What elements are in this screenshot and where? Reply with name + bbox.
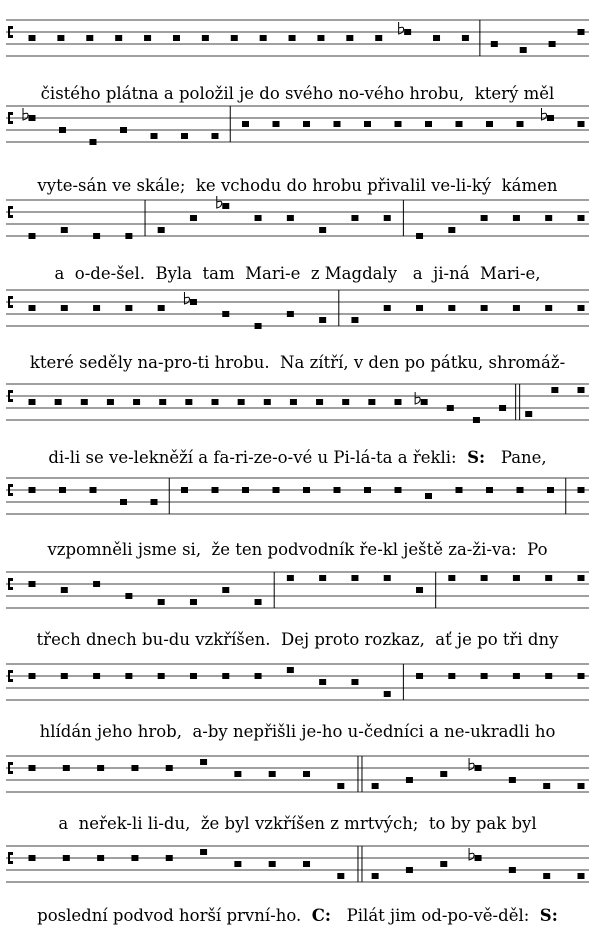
neume-note <box>547 115 554 121</box>
neume-note <box>337 873 344 879</box>
neume-note <box>447 405 454 411</box>
neume-note <box>29 855 36 861</box>
lyric-line-3: a o-de-šel. Byla tam Mari-e z Magdaly a ji-ná Mari-e, <box>54 264 541 283</box>
staff-5 <box>6 384 589 420</box>
neume-note <box>578 783 585 789</box>
flat-icon <box>217 196 222 208</box>
neume-note <box>517 121 524 127</box>
neume-note <box>61 305 68 311</box>
neume-note <box>549 41 556 47</box>
neume-note <box>61 227 68 233</box>
neume-note <box>90 487 97 493</box>
neume-note <box>190 599 197 605</box>
neume-note <box>334 487 341 493</box>
neume-note <box>238 399 245 405</box>
neume-note <box>234 861 241 867</box>
neume-note <box>509 867 516 873</box>
lyric-line-1: čistého plátna a položil je do svého no-vého hrobu, který měl <box>40 84 555 103</box>
neume-note <box>200 759 207 765</box>
staff-svg-10 <box>6 846 589 882</box>
neume-note <box>242 121 249 127</box>
neume-note <box>578 29 585 35</box>
neume-note <box>59 127 66 133</box>
neume-note <box>287 667 294 673</box>
neume-note <box>319 317 326 323</box>
neume-note <box>212 133 219 139</box>
neume-note <box>346 35 353 41</box>
neume-note <box>351 215 358 221</box>
neume-note <box>351 679 358 685</box>
neume-note <box>448 227 455 233</box>
neume-note <box>456 487 463 493</box>
neume-note <box>303 771 310 777</box>
neume-note <box>578 673 585 679</box>
neume-note <box>181 487 188 493</box>
neume-note <box>190 673 197 679</box>
neume-note <box>317 35 324 41</box>
neume-note <box>372 873 379 879</box>
neume-note <box>337 783 344 789</box>
neume-note <box>525 411 532 417</box>
neume-note <box>364 121 371 127</box>
lyric-line-6: vzpomněli jsme si, že ten podvodník ře-kl ještě za-ži-va: Po <box>47 540 548 559</box>
neume-note <box>372 783 379 789</box>
neume-note <box>416 587 423 593</box>
neume-note <box>166 765 173 771</box>
neume-note <box>255 599 262 605</box>
neume-note <box>395 399 402 405</box>
neume-note <box>158 227 165 233</box>
neume-note <box>185 399 192 405</box>
neume-note <box>421 399 428 405</box>
staff-1 <box>6 20 589 56</box>
neume-note <box>115 35 122 41</box>
neume-note <box>57 35 64 41</box>
staff-svg-4 <box>6 290 589 326</box>
neume-note <box>202 35 209 41</box>
neume-note <box>63 855 70 861</box>
neume-note <box>158 673 165 679</box>
neume-note <box>29 115 36 121</box>
neume-note <box>481 305 488 311</box>
neume-note <box>173 35 180 41</box>
neume-note <box>481 215 488 221</box>
neume-note <box>29 581 36 587</box>
neume-note <box>131 765 138 771</box>
neume-note <box>222 203 229 209</box>
neume-note <box>231 35 238 41</box>
neume-note <box>287 311 294 317</box>
staff-svg-3 <box>6 200 589 236</box>
neume-note <box>303 487 310 493</box>
staff-svg-7 <box>6 572 589 608</box>
neume-note <box>125 593 132 599</box>
neume-note <box>151 499 158 505</box>
neume-note <box>520 47 527 53</box>
neume-note <box>473 417 480 423</box>
lyric-line-9: a neřek-li li-du, že byl vzkříšen z mrtvých; to by pak byl <box>58 814 537 833</box>
staff-7 <box>6 572 589 608</box>
neume-note <box>273 487 280 493</box>
neume-note <box>486 121 493 127</box>
neume-note <box>578 487 585 493</box>
neume-note <box>395 121 402 127</box>
neume-note <box>255 673 262 679</box>
neume-note <box>368 399 375 405</box>
neume-note <box>545 575 552 581</box>
neume-note <box>222 673 229 679</box>
neume-note <box>545 673 552 679</box>
neume-note <box>269 771 276 777</box>
neume-note <box>509 777 516 783</box>
staff-svg-5 <box>6 384 589 420</box>
neume-note <box>406 777 413 783</box>
neume-note <box>93 673 100 679</box>
neume-note <box>59 487 66 493</box>
neume-note <box>144 35 151 41</box>
neume-note <box>475 765 482 771</box>
neume-note <box>395 487 402 493</box>
neume-note <box>425 121 432 127</box>
neume-note <box>120 499 127 505</box>
neume-note <box>319 679 326 685</box>
neume-note <box>462 35 469 41</box>
neume-note <box>90 139 97 145</box>
staff-svg-1 <box>6 20 589 56</box>
lyric-line-7: třech dnech bu-du vzkříšen. Dej proto rozkaz, ať je po tři dny <box>36 630 559 649</box>
neume-note <box>303 121 310 127</box>
neume-note <box>481 673 488 679</box>
neume-note <box>93 581 100 587</box>
speaker-marker: S: <box>467 448 486 467</box>
staff-4 <box>6 290 589 326</box>
neume-note <box>481 575 488 581</box>
neume-note <box>416 233 423 239</box>
neume-note <box>517 487 524 493</box>
staff-9 <box>6 756 589 792</box>
staff-10 <box>6 846 589 882</box>
neume-note <box>545 305 552 311</box>
neume-note <box>222 311 229 317</box>
speaker-marker: C: <box>311 906 331 925</box>
neume-note <box>578 215 585 221</box>
neume-note <box>93 233 100 239</box>
lyric-line-10: poslední podvod horší první-ho. C: Pilát jim od-po-vě-děl: S: <box>37 906 558 925</box>
staff-svg-9 <box>6 756 589 792</box>
neume-note <box>81 399 88 405</box>
neume-note <box>287 215 294 221</box>
neume-note <box>181 133 188 139</box>
neume-note <box>63 765 70 771</box>
neume-note <box>86 35 93 41</box>
neume-note <box>212 487 219 493</box>
neume-note <box>287 575 294 581</box>
neume-note <box>416 305 423 311</box>
neume-note <box>29 487 36 493</box>
neume-note <box>200 849 207 855</box>
neume-note <box>166 855 173 861</box>
neume-note <box>273 121 280 127</box>
neume-note <box>120 127 127 133</box>
neume-note <box>486 487 493 493</box>
neume-note <box>578 873 585 879</box>
neume-note <box>93 305 100 311</box>
neume-note <box>125 673 132 679</box>
staff-svg-8 <box>6 664 589 700</box>
neume-note <box>578 575 585 581</box>
neume-note <box>158 599 165 605</box>
neume-note <box>545 215 552 221</box>
neume-note <box>342 399 349 405</box>
neume-note <box>433 35 440 41</box>
neume-note <box>351 575 358 581</box>
neume-note <box>334 121 341 127</box>
staff-8 <box>6 664 589 700</box>
neume-note <box>543 783 550 789</box>
neume-note <box>158 305 165 311</box>
staff-svg-2 <box>6 106 589 142</box>
neume-note <box>97 855 104 861</box>
staff-2 <box>6 106 589 142</box>
neume-note <box>578 387 585 393</box>
neume-note <box>61 673 68 679</box>
neume-note <box>448 673 455 679</box>
neume-note <box>364 487 371 493</box>
neume-note <box>55 399 62 405</box>
neume-note <box>131 855 138 861</box>
staff-svg-6 <box>6 478 589 514</box>
neume-note <box>416 673 423 679</box>
neume-note <box>513 215 520 221</box>
neume-note <box>290 399 297 405</box>
lyric-line-8: hlídán jeho hrob, a-by nepřišli je-ho u-čedníci a ne-ukradli ho <box>39 722 556 741</box>
neume-note <box>190 215 197 221</box>
neume-note <box>133 399 140 405</box>
neume-note <box>125 305 132 311</box>
neume-note <box>543 873 550 879</box>
neume-note <box>513 575 520 581</box>
staff-6 <box>6 478 589 514</box>
neume-note <box>264 399 271 405</box>
neume-note <box>303 861 310 867</box>
lyric-line-4: které seděly na-pro-ti hrobu. Na zítří, v den po pátku, shromáž- <box>29 353 566 372</box>
neume-note <box>319 227 326 233</box>
neume-note <box>384 215 391 221</box>
neume-note <box>260 35 267 41</box>
neume-note <box>406 867 413 873</box>
neume-note <box>440 861 447 867</box>
neume-note <box>547 487 554 493</box>
neume-note <box>255 215 262 221</box>
neume-note <box>491 41 498 47</box>
neume-note <box>316 399 323 405</box>
neume-note <box>29 765 36 771</box>
neume-note <box>404 29 411 35</box>
neume-note <box>384 305 391 311</box>
neume-note <box>269 861 276 867</box>
neume-note <box>29 35 36 41</box>
neume-note <box>212 399 219 405</box>
neume-note <box>351 317 358 323</box>
lyric-line-2: vyte-sán ve skále; ke vchodu do hrobu přivalil ve-li-ký kámen <box>37 176 558 195</box>
neume-note <box>448 305 455 311</box>
neume-note <box>29 305 36 311</box>
neume-note <box>97 765 104 771</box>
neume-note <box>151 133 158 139</box>
neume-note <box>499 405 506 411</box>
neume-note <box>578 305 585 311</box>
neume-note <box>234 771 241 777</box>
neume-note <box>513 673 520 679</box>
neume-note <box>29 673 36 679</box>
neume-note <box>425 493 432 499</box>
neume-note <box>255 323 262 329</box>
neume-note <box>375 35 382 41</box>
neume-note <box>384 575 391 581</box>
neume-note <box>125 233 132 239</box>
neume-note <box>448 575 455 581</box>
neume-note <box>222 587 229 593</box>
neume-note <box>513 305 520 311</box>
flat-icon <box>415 392 420 404</box>
neume-note <box>61 587 68 593</box>
neume-note <box>159 399 166 405</box>
neume-note <box>384 691 391 697</box>
neume-note <box>29 233 36 239</box>
lyric-line-5: di-li se ve-lekněží a fa-ri-ze-o-vé u Pi-lá-ta a řekli: S: Pane, <box>48 448 547 467</box>
neume-note <box>107 399 114 405</box>
speaker-marker: S: <box>539 906 558 925</box>
staff-3 <box>6 200 589 236</box>
neume-note <box>475 855 482 861</box>
neume-note <box>190 299 197 305</box>
neume-note <box>289 35 296 41</box>
neume-note <box>319 575 326 581</box>
neume-note <box>242 487 249 493</box>
neume-note <box>29 399 36 405</box>
neume-note <box>440 771 447 777</box>
neume-note <box>578 121 585 127</box>
neume-note <box>551 387 558 393</box>
neume-note <box>456 121 463 127</box>
